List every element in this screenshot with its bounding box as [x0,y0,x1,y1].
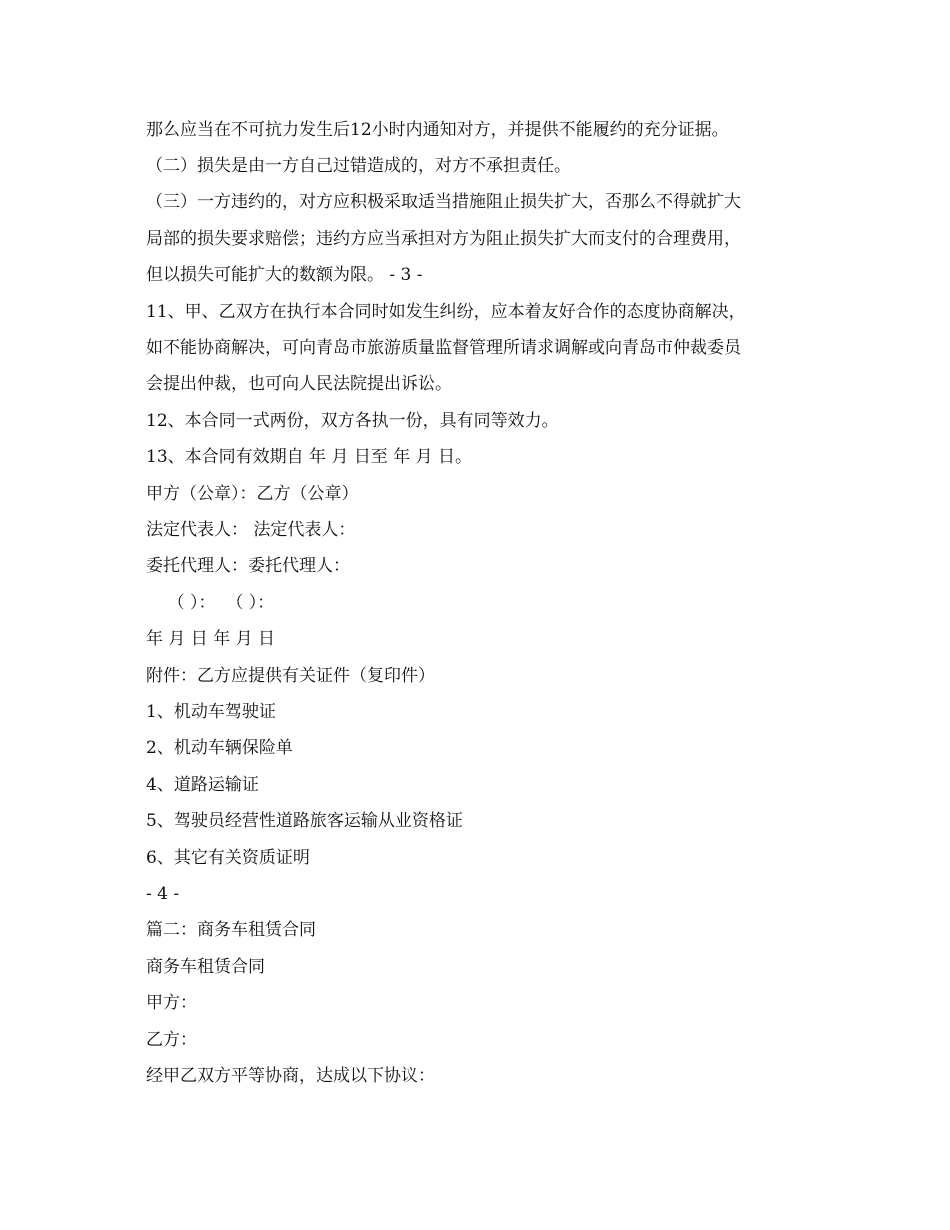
text-line: 13、本合同有效期自 年 月 日至 年 月 日。 [146,447,473,467]
text-line: 法定代表人： 法定代表人： [146,520,356,540]
text-line: 年 月 日 年 月 日 [146,629,276,649]
text-line: 委托代理人：委托代理人： [146,556,350,576]
text-line: 会提出仲裁，也可向人民法院提出诉讼。 [146,374,452,394]
page-number: - 4 - [146,884,180,904]
text-line: 1、机动车驾驶证 [146,702,276,722]
section-heading: 篇二：商务车租赁合同 [146,920,316,940]
text-line: 附件：乙方应提供有关证件（复印件） [146,666,435,686]
text-line: 局部的损失要求赔偿；违约方应当承担对方为阻止损失扩大而支付的合理费用， [146,229,741,249]
text-line: （三）一方违约的，对方应积极采取适当措施阻止损失扩大，否那么不得就扩大 [146,192,741,212]
document-title: 商务车租赁合同 [146,957,265,977]
text-line: 甲方（公章）：乙方（公章） [146,484,359,504]
text-line: 乙方： [146,1030,197,1050]
text-line: （二）损失是由一方自己过错造成的，对方不承担责任。 [146,156,571,176]
text-line: 12、本合同一式两份，双方各执一份，具有同等效力。 [146,411,559,431]
text-line: 5、驾驶员经营性道路旅客运输从业资格证 [146,811,463,831]
text-line: 6、其它有关资质证明 [146,848,310,868]
text-line: 经甲乙双方平等协商，达成以下协议： [146,1066,435,1086]
text-line: （ ）： （ ）： [146,593,275,613]
text-line: 但以损失可能扩大的数额为限。 - 3 - [146,265,423,285]
text-line: 那么应当在不可抗力发生后12小时内通知对方，并提供不能履约的充分证据。 [146,120,729,140]
text-line: 4、道路运输证 [146,775,259,795]
text-line: 2、机动车辆保险单 [146,738,293,758]
text-line: 如不能协商解决，可向青岛市旅游质量监督管理所请求调解或向青岛市仲裁委员 [146,338,741,358]
text-line: 甲方： [146,993,197,1013]
text-line: 11、甲、乙双方在执行本合同时如发生纠纷，应本着友好合作的态度协商解决， [146,302,746,322]
